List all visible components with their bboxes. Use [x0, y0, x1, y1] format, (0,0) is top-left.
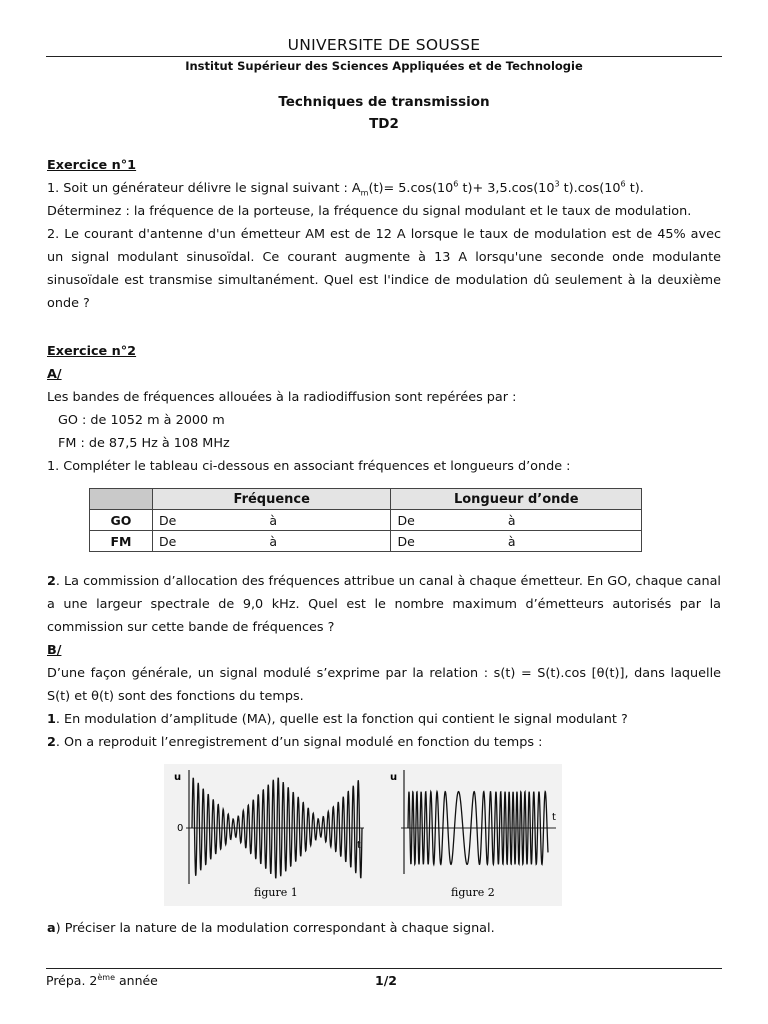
ex2-part-b-block — [47, 570, 721, 754]
table-row — [90, 510, 642, 531]
row-label: GO — [90, 510, 153, 531]
institute-name: Institut Supérieur des Sciences Appliquées et de Technologie — [185, 59, 583, 73]
frequency-table — [89, 488, 642, 552]
course-title: Techniques de transmission — [278, 94, 490, 110]
fig1-u-label: u — [174, 772, 182, 783]
ex2-b2: 2. On a reproduit l’enregistrement d’un signal modulé en fonction du temps : — [47, 735, 543, 750]
university-title: UNIVERSITE DE SOUSSE — [287, 36, 481, 54]
ex2-title: Exercice n°2 — [47, 344, 137, 359]
ex2-fm-band: FM : de 87,5 Hz à 108 MHz — [58, 436, 230, 451]
footer-level: Prépa. 2ème année — [46, 972, 158, 988]
ex2-bands-intro: Les bandes de fréquences allouées à la radiodiffusion sont repérées par : — [47, 390, 517, 405]
ex2-part-a: A/ — [47, 367, 62, 382]
ex1-q1-line2: Déterminez : la fréquence de la porteuse, la fréquence du signal modulant et le taux de modulation. — [47, 204, 692, 219]
fig1-caption: figure 1 — [254, 886, 298, 899]
fm-frequency-cell[interactable]: De à — [153, 531, 391, 552]
fig2-caption: figure 2 — [451, 886, 495, 899]
header-frequence: Fréquence — [153, 489, 391, 510]
fm-wavelength-cell[interactable]: De à — [391, 531, 642, 552]
ex2-section — [47, 340, 721, 478]
row-label: FM — [90, 531, 153, 552]
ex2-go-band: GO : de 1052 m à 2000 m — [58, 413, 225, 428]
ex1-section — [47, 154, 721, 315]
header-rule — [46, 56, 722, 57]
ex2-part-b: B/ — [47, 643, 62, 658]
ex2-q1: 1. Compléter le tableau ci-dessous en associant fréquences et longueurs d’onde : — [47, 459, 571, 474]
table-row — [90, 531, 642, 552]
td-title: TD2 — [369, 116, 399, 132]
ex1-title: Exercice n°1 — [47, 158, 137, 173]
figure-1-plot — [174, 770, 364, 899]
page-number: 1/2 — [375, 973, 397, 988]
signal-plot — [164, 764, 562, 906]
figure-2-plot — [390, 770, 556, 899]
question-a: a) Préciser la nature de la modulation correspondant à chaque signal. — [47, 921, 495, 936]
signal-figure — [164, 764, 562, 906]
fig1-t-label: t — [357, 840, 361, 851]
fig2-t-label: t — [552, 812, 556, 823]
ex1-q2: 2. Le courant d'antenne d'un émetteur AM est de 12 A lorsque le taux de modulation est de 45% avec un signal modulant sinusoïdal. Ce courant augmente à 13 A lorsqu'une seconde onde modulante sinusoïdale est transmise simultanément. Quel est l'indice de modulation dû seulement à la deuxième onde ? — [47, 227, 721, 311]
fig1-am-signal — [192, 778, 362, 879]
go-wavelength-cell[interactable]: De à — [391, 510, 642, 531]
header-longueur: Longueur d’onde — [391, 489, 642, 510]
footer-rule — [46, 968, 722, 969]
ex1-q1: 1. Soit un générateur délivre le signal suivant : $A_m(t)= 5.\cos(10^6$ $t)+ 3,5.\cos(10^3$ $t).\cos(10^6$ t). — [47, 179, 644, 198]
fig2-u-label: u — [390, 772, 398, 783]
ex2-b-intro: D’une façon générale, un signal modulé s’exprime par la relation : s(t) = S(t).cos [θ(t)], dans laquelle S(t) et θ(t) sont des fonctions du temps. — [47, 666, 721, 704]
table-header-row — [90, 489, 642, 510]
ex2-q2: 2. La commission d’allocation des fréquences attribue un canal à chaque émetteur. En GO, chaque canal a une largeur spectrale de 9,0 kHz. Quel est le nombre maximum d’émetteurs autorisés par la commission sur cette bande de fréquences ? — [47, 574, 721, 635]
fig1-zero-label: 0 — [177, 823, 184, 834]
ex2-b1: 1. En modulation d’amplitude (MA), quelle est la fonction qui contient le signal modulant ? — [47, 712, 628, 727]
go-frequency-cell[interactable]: De à — [153, 510, 391, 531]
